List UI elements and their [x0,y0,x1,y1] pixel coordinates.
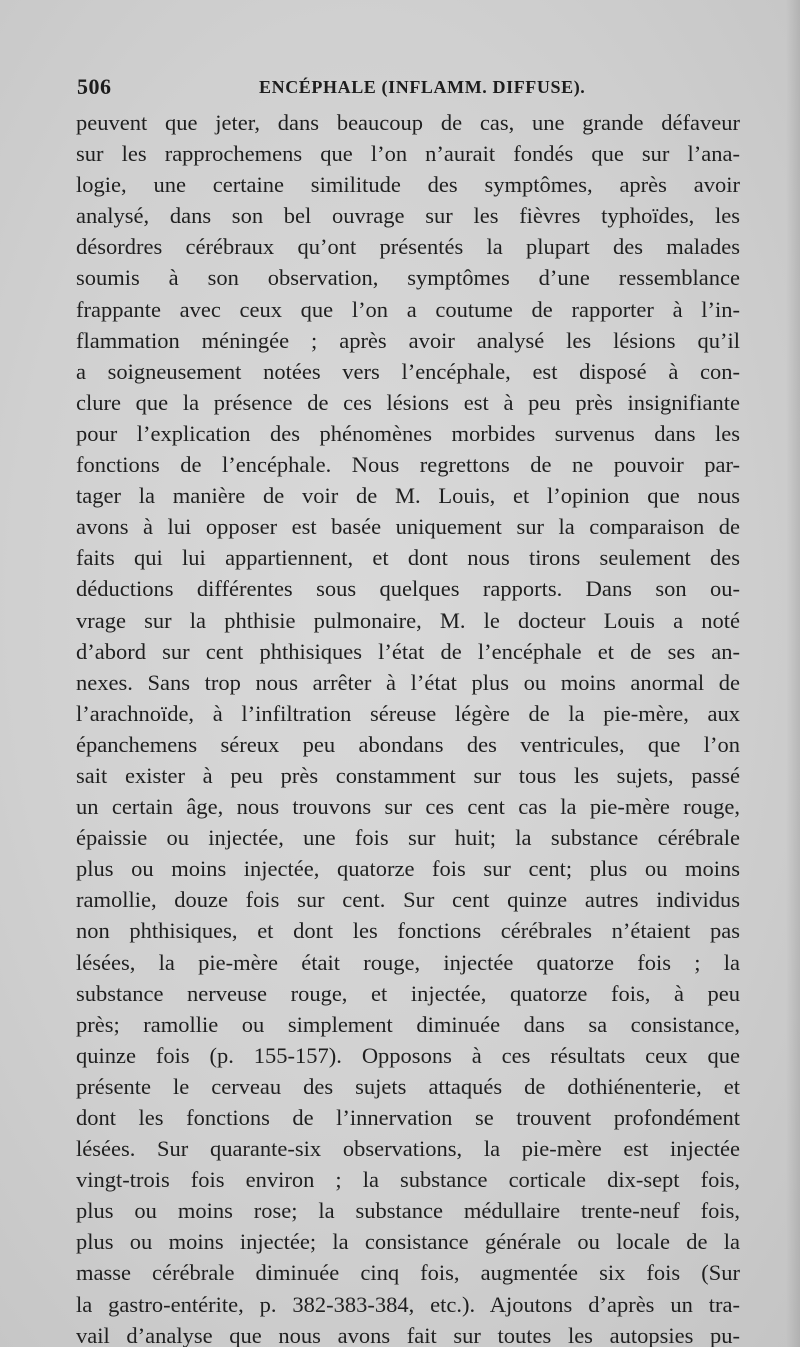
text-line: dont les fonctions de l’innervation se trouvent profondément [76,1105,740,1130]
text-line: désordres cérébraux qu’ont présentés la plupart des malades [76,234,740,260]
text-line: quinze fois (p. 155-157). Opposons à ces résultats ceux que [76,1042,740,1068]
text-line: analysé, dans son bel ouvrage sur les fièvres typhoïdes, les [76,203,740,229]
text-line: présente le cerveau des sujets attaqués de dothiénenterie, et [76,1073,740,1099]
text-line: près; ramollie ou simplement diminuée dans sa consistance, [76,1011,740,1037]
text-line: clure que la présence de ces lésions est à peu près insignifiante [76,389,740,415]
text-line: vail d’analyse que nous avons fait sur toutes les autopsies pu- [76,1322,740,1347]
text-line: faits qui lui appartiennent, et dont nous tirons seulement des [76,545,740,571]
text-line: épanchemens séreux peu abondans des ventricules, que l’on [76,731,740,757]
text-line: tager la manière de voir de M. Louis, et l’opinion que nous [76,483,740,509]
text-line: vingt-trois fois environ ; la substance corticale dix-sept fois, [76,1167,740,1193]
text-line: plus ou moins injectée, quatorze fois sur cent; plus ou moins [76,856,740,882]
text-line: masse cérébrale diminuée cinq fois, augmentée six fois (Sur [76,1260,740,1286]
text-line: lésées. Sur quarante-six observations, la pie-mère est injectée [76,1136,740,1162]
text-line: nexes. Sans trop nous arrêter à l’état plus ou moins anormal de [76,669,740,695]
text-line: plus ou moins rose; la substance médullaire trente-neuf fois, [76,1198,740,1224]
text-line: flammation méningée ; après avoir analysé les lésions qu’il [76,327,740,353]
text-line: lésées, la pie-mère était rouge, injectée quatorze fois ; la [76,949,740,975]
text-line: soumis à son observation, symptômes d’une ressemblance [76,265,740,291]
text-line: plus ou moins injectée; la consistance générale ou locale de la [76,1229,740,1255]
page-number: 506 [77,74,112,99]
text-line: sur les rapprochemens que l’on n’aurait fondés que sur l’ana- [76,141,740,167]
text-line: d’abord sur cent phthisiques l’état de l’encéphale et de ses an- [76,638,740,664]
text-line: substance nerveuse rouge, et injectée, quatorze fois, à peu [76,980,740,1006]
text-line: pour l’explication des phénomènes morbides survenus dans les [76,420,740,446]
text-line: logie, une certaine similitude des symptômes, après avoir [76,172,740,198]
text-line: frappante avec ceux que l’on a coutume de rapporter à l’in- [76,296,740,322]
page-edge-shadow [786,0,800,1347]
text-line: épaissie ou injectée, une fois sur huit; la substance cérébrale [76,825,740,851]
text-line: la gastro-entérite, p. 382-383-384, etc.). Ajoutons d’après un tra- [76,1291,740,1317]
body-text [76,107,740,1347]
text-line: avons à lui opposer est basée uniquement sur la comparaison de [76,514,740,540]
text-line: peuvent que jeter, dans beaucoup de cas, une grande défaveur [76,110,740,135]
running-head [77,74,737,104]
text-line: fonctions de l’encéphale. Nous regrettons de ne pouvoir par- [76,452,740,478]
text-line: déductions différentes sous quelques rapports. Dans son ou- [76,576,740,602]
text-line: non phthisiques, et dont les fonctions cérébrales n’étaient pas [76,918,740,944]
text-line: l’arachnoïde, à l’infiltration séreuse légère de la pie-mère, aux [76,700,740,726]
text-line: un certain âge, nous trouvons sur ces cent cas la pie-mère rouge, [76,794,740,820]
text-line: ramollie, douze fois sur cent. Sur cent quinze autres individus [76,887,740,913]
text-line: sait exister à peu près constamment sur tous les sujets, passé [76,762,740,788]
running-title: ENCÉPHALE (INFLAMM. DIFFUSE). [259,77,586,97]
text-line: a soigneusement notées vers l’encéphale, est disposé à con- [76,358,740,384]
text-line: vrage sur la phthisie pulmonaire, M. le docteur Louis a noté [76,607,740,633]
